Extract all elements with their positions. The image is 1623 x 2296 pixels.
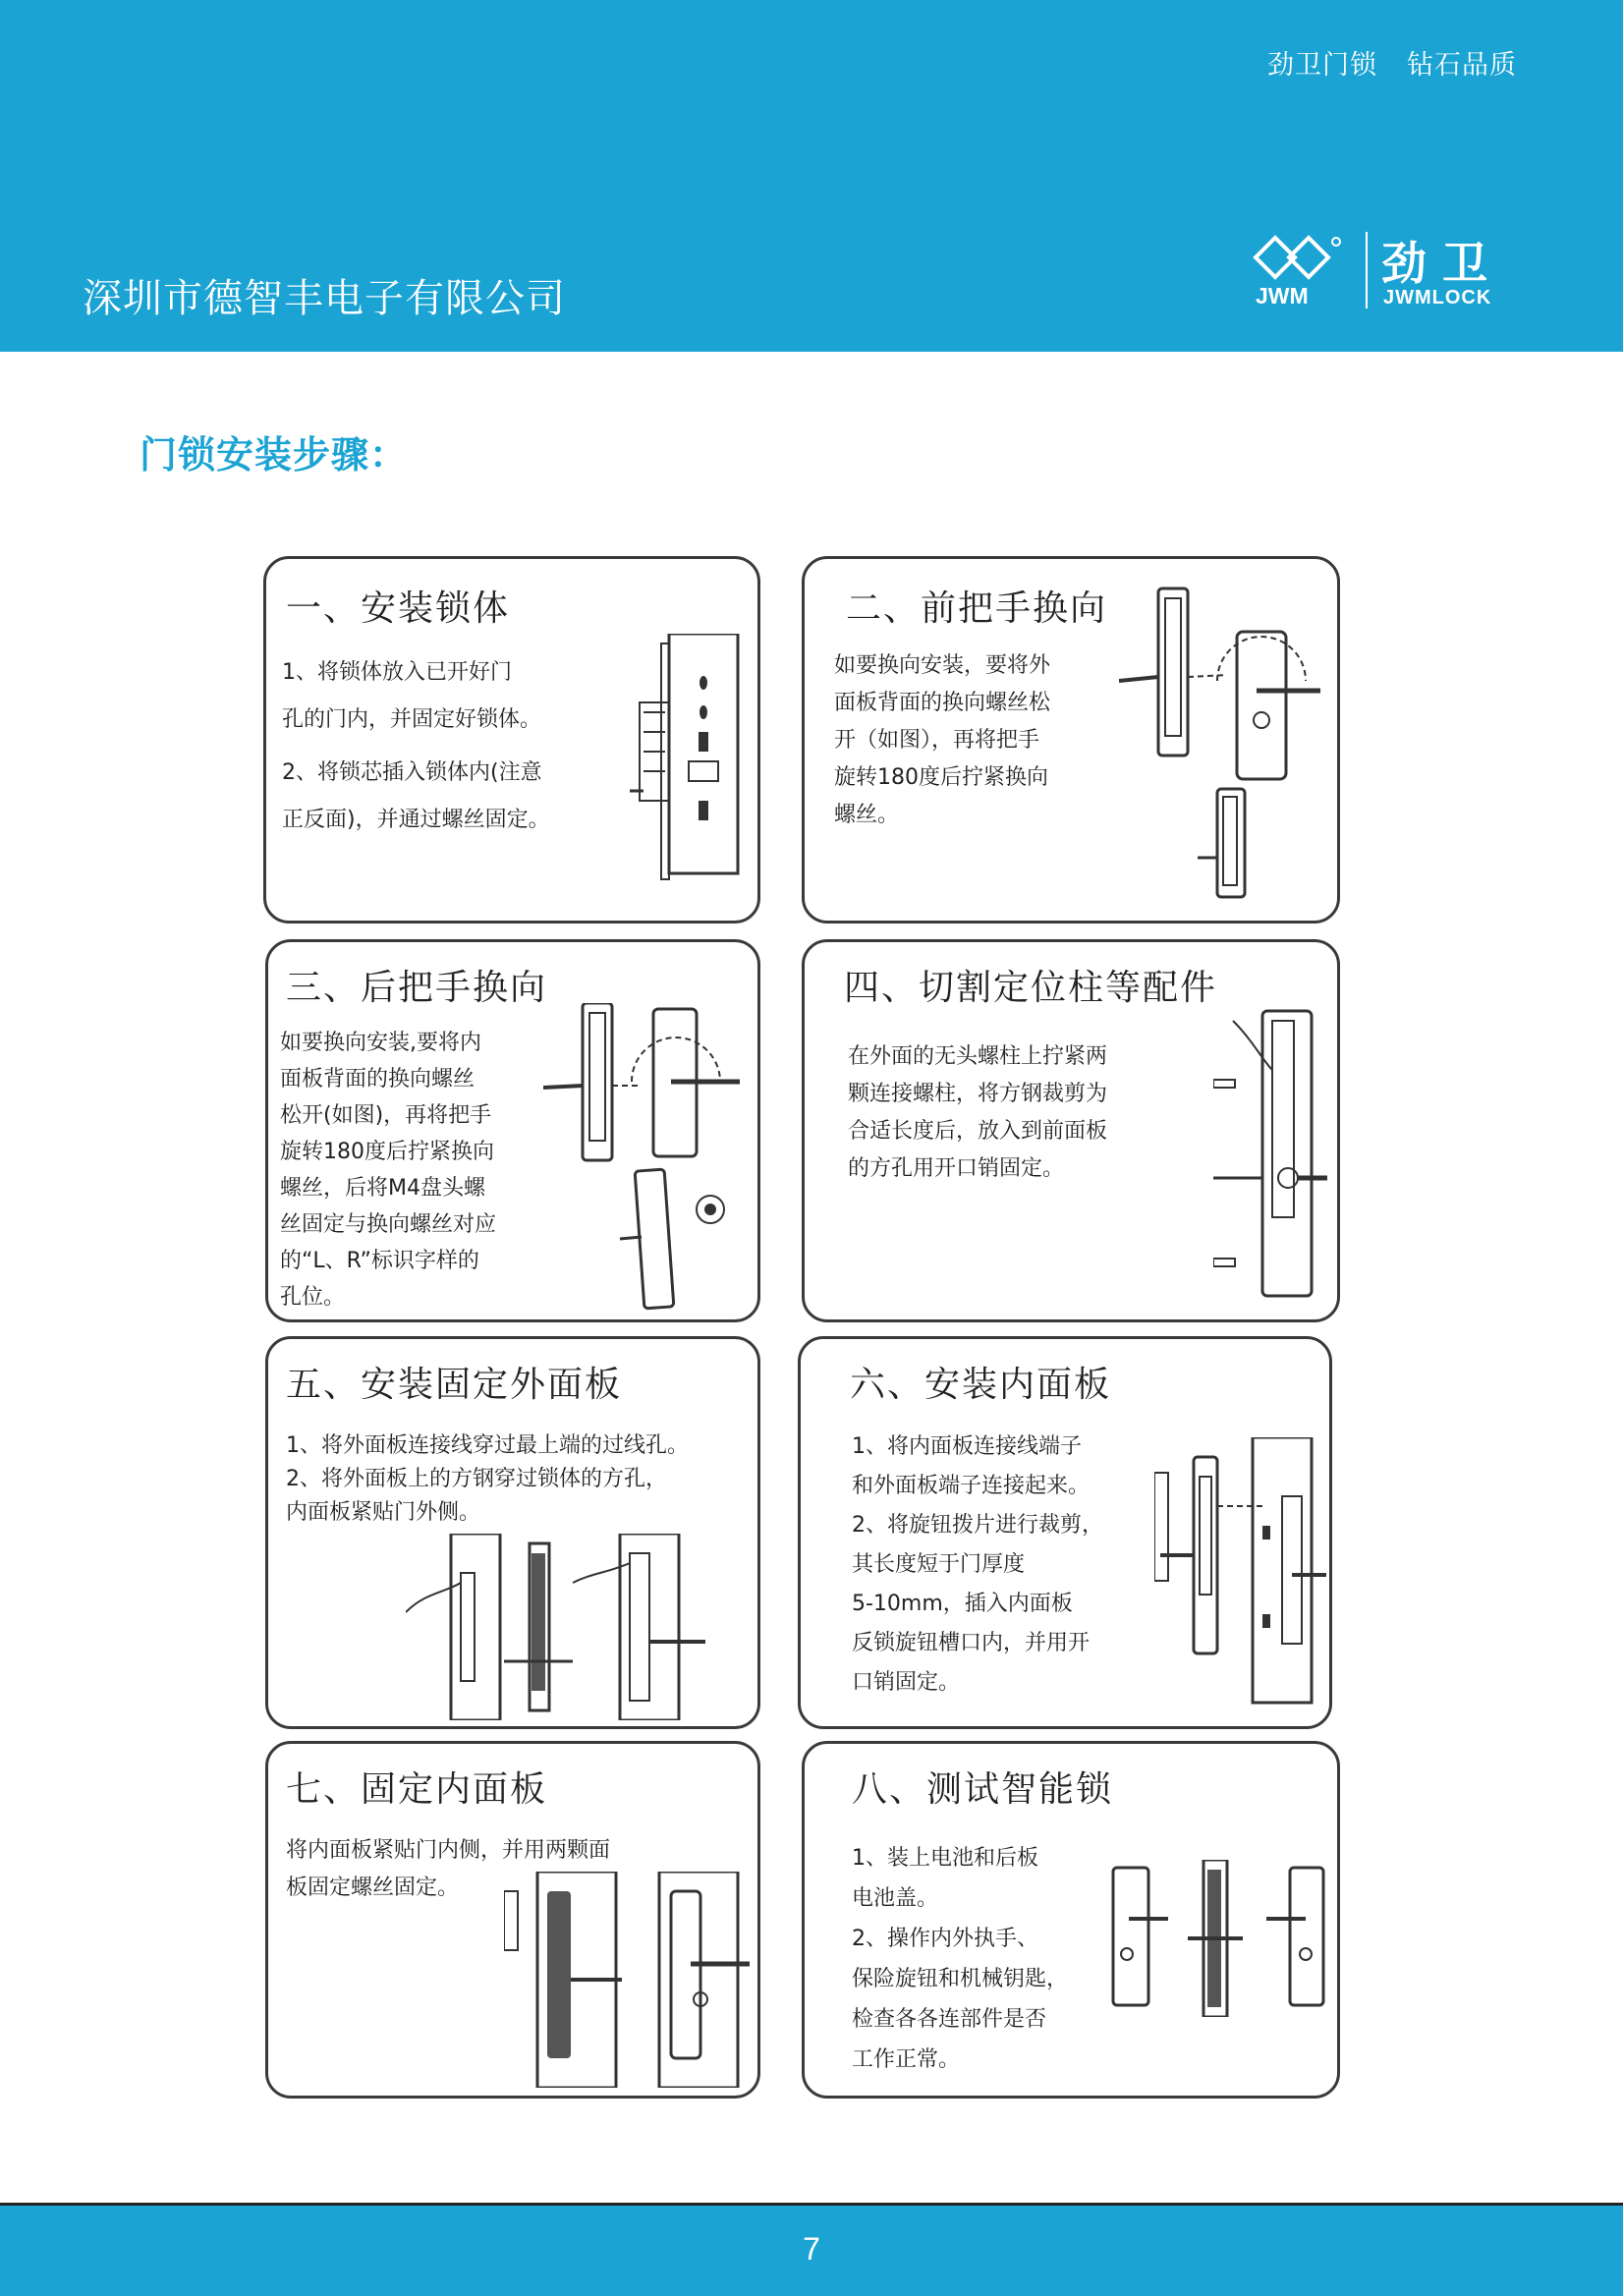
step-line: 1、装上电池和后板 bbox=[852, 1846, 1038, 1871]
step-card-1 bbox=[263, 556, 760, 924]
step-line: 孔位。 bbox=[280, 1285, 346, 1310]
tagline bbox=[1267, 43, 1517, 82]
step-line: 如要换向安装，要将外 bbox=[834, 653, 1051, 678]
step-line: 的“L、R”标识字样的 bbox=[280, 1249, 479, 1273]
step-line: 螺丝。 bbox=[834, 803, 900, 827]
step-card-4 bbox=[802, 939, 1340, 1322]
cut-accessories-illustration-icon bbox=[1213, 1001, 1335, 1306]
step-line: 面板背面的换向螺丝松 bbox=[834, 691, 1051, 715]
step-text bbox=[852, 1428, 1103, 1703]
fix-inner-panel-illustration-icon bbox=[504, 1872, 759, 2088]
step-line: 如要换向安装,要将内 bbox=[280, 1031, 481, 1055]
step-line: 口销固定。 bbox=[852, 1670, 961, 1695]
step-line: 开（如图），再将把手 bbox=[834, 728, 1040, 753]
footer-banner bbox=[0, 2203, 1623, 2296]
step-line: 电池盖。 bbox=[852, 1886, 939, 1911]
step-line: 在外面的无头螺柱上拧紧两 bbox=[848, 1044, 1108, 1069]
step-line: 2、将旋钮拨片进行裁剪， bbox=[852, 1513, 1103, 1538]
lock-body-illustration-icon bbox=[630, 634, 748, 889]
logo-chinese: 劲卫 bbox=[1381, 237, 1503, 290]
step-text bbox=[280, 1025, 496, 1316]
step-card-7 bbox=[265, 1741, 760, 2099]
step-title: 三、后把手换向 bbox=[286, 968, 548, 1008]
logo-divider bbox=[1366, 232, 1368, 308]
step-line: 1、将内面板连接线端子 bbox=[852, 1434, 1082, 1459]
step-line: 孔的门内，并固定好锁体。 bbox=[282, 707, 542, 732]
step-line: 正反面)，并通过螺丝固定。 bbox=[282, 808, 550, 832]
step-line: 2、将外面板上的方钢穿过锁体的方孔， bbox=[286, 1467, 667, 1491]
step-line: 1、将锁体放入已开好门 bbox=[282, 660, 512, 685]
step-title: 一、安装锁体 bbox=[286, 588, 511, 629]
step-text bbox=[282, 649, 550, 844]
jwm-logo bbox=[1248, 228, 1523, 316]
step-line: 松开(如图)，再将把手 bbox=[280, 1103, 492, 1128]
test-lock-illustration-icon bbox=[1109, 1860, 1333, 2017]
tagline-quality: 钻石品质 bbox=[1407, 50, 1517, 81]
step-line: 颗连接螺柱，将方钢裁剪为 bbox=[848, 1082, 1108, 1106]
step-line: 保险旋钮和机械钥匙， bbox=[852, 1967, 1069, 1991]
step-card-5 bbox=[265, 1336, 760, 1729]
step-line: 面板背面的换向螺丝 bbox=[280, 1067, 476, 1092]
logo-mark: JWM bbox=[1256, 283, 1309, 308]
step-title: 二、前把手换向 bbox=[846, 588, 1108, 629]
step-line: 丝固定与换向螺丝对应 bbox=[280, 1212, 497, 1237]
step-text bbox=[848, 1038, 1107, 1188]
step-title: 五、安装固定外面板 bbox=[286, 1365, 623, 1405]
step-card-8 bbox=[802, 1741, 1340, 2099]
step-line: 和外面板端子连接起来。 bbox=[852, 1474, 1091, 1498]
step-line: 检查各各连部件是否 bbox=[852, 2007, 1047, 2032]
header-banner bbox=[0, 0, 1623, 352]
step-title: 四、切割定位柱等配件 bbox=[844, 968, 1218, 1008]
step-card-3 bbox=[265, 939, 760, 1322]
step-line: 1、将外面板连接线穿过最上端的过线孔。 bbox=[286, 1433, 689, 1458]
step-line: 合适长度后，放入到前面板 bbox=[848, 1119, 1108, 1144]
step-line: 螺丝，后将M4盘头螺 bbox=[280, 1176, 485, 1201]
tagline-brand: 劲卫门锁 bbox=[1267, 50, 1377, 81]
step-title: 八、测试智能锁 bbox=[852, 1769, 1114, 1810]
step-text bbox=[834, 647, 1050, 834]
step-line: 的方孔用开口销固定。 bbox=[848, 1156, 1065, 1181]
page-number: 7 bbox=[803, 2231, 820, 2267]
step-title: 六、安装内面板 bbox=[850, 1365, 1112, 1405]
logo-english: JWMLOCK bbox=[1383, 287, 1492, 308]
section-title: 门锁安装步骤： bbox=[140, 433, 409, 476]
rear-handle-illustration-icon bbox=[543, 1003, 752, 1317]
outer-panel-illustration-icon bbox=[406, 1534, 720, 1720]
step-title: 七、固定内面板 bbox=[286, 1769, 548, 1810]
step-line: 旋转180度后拧紧换向 bbox=[280, 1140, 494, 1164]
step-card-6 bbox=[798, 1336, 1332, 1729]
step-text bbox=[286, 1429, 689, 1530]
front-handle-illustration-icon bbox=[1119, 583, 1335, 907]
diamond-logo-icon bbox=[1250, 234, 1358, 289]
step-line: 反锁旋钮槽口内，并用开 bbox=[852, 1631, 1091, 1655]
company-name: 深圳市德智丰电子有限公司 bbox=[83, 276, 566, 321]
step-line: 将内面板紧贴门内侧，并用两颗面 bbox=[286, 1838, 611, 1863]
step-card-2 bbox=[802, 556, 1340, 924]
step-line: 内面板紧贴门外侧。 bbox=[286, 1500, 481, 1525]
step-line: 板固定螺丝固定。 bbox=[286, 1876, 460, 1900]
inner-panel-illustration-icon bbox=[1154, 1437, 1331, 1712]
step-line: 工作正常。 bbox=[852, 2047, 961, 2072]
step-line: 5-10mm，插入内面板 bbox=[852, 1592, 1073, 1616]
step-line: 旋转180度后拧紧换向 bbox=[834, 765, 1048, 790]
step-line: 2、将锁芯插入锁体内(注意 bbox=[282, 760, 542, 785]
step-text bbox=[852, 1838, 1068, 2080]
step-line: 其长度短于门厚度 bbox=[852, 1552, 1026, 1577]
step-line: 2、操作内外执手、 bbox=[852, 1927, 1038, 1951]
